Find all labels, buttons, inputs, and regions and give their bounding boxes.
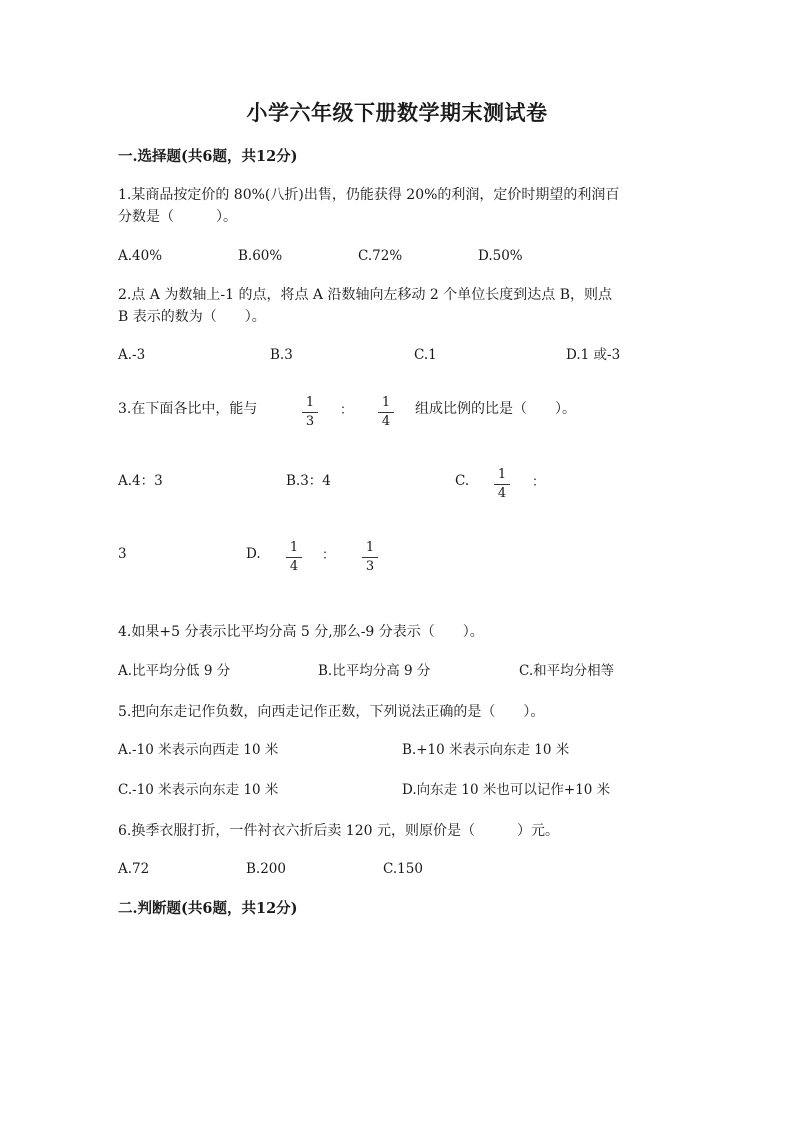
question-3-option-d-colon: ： — [322, 548, 336, 563]
fraction-numerator: 1 — [305, 395, 315, 410]
fraction-denominator: 4 — [289, 559, 299, 574]
question-3-suffix: 组成比例的比是（ ）。 — [415, 401, 576, 417]
question-3-option-d-label: D. — [246, 546, 261, 562]
question-2-line-1: 2.点 A 为数轴上-1 的点，将点 A 沿数轴向左移动 2 个单位长度到达点 B，则点 — [118, 287, 613, 303]
fraction-numerator: 1 — [365, 540, 375, 555]
fraction-denominator: 4 — [497, 486, 507, 501]
fraction-bar — [302, 412, 318, 413]
question-2-option-c: C.1 — [414, 347, 437, 363]
fraction-denominator: 3 — [365, 559, 375, 574]
question-5-option-c: C.-10 米表示向东走 10 米 — [118, 782, 279, 798]
question-1-option-b: B.60% — [238, 248, 283, 264]
question-3-option-a: A.4：3 — [118, 473, 163, 489]
question-3-option-d-fraction-1 — [286, 541, 302, 573]
question-6-option-a: A.72 — [118, 861, 150, 877]
question-1-option-d: D.50% — [478, 248, 523, 264]
question-4-line-1: 4.如果+5 分表示比平均分高 5 分,那么-9 分表示（ ）。 — [118, 624, 484, 640]
question-5-option-b: B.+10 米表示向东走 10 米 — [402, 742, 570, 758]
question-5-line-1: 5.把向东走记作负数，向西走记作正数，下列说法正确的是（ ）。 — [118, 704, 545, 720]
question-1-line-2: 分数是（ ）。 — [118, 209, 237, 225]
question-3-option-c-continued: 3 — [118, 546, 127, 562]
fraction-numerator: 1 — [381, 395, 391, 410]
fraction-bar — [378, 412, 394, 413]
question-4-option-a: A.比平均分低 9 分 — [118, 663, 231, 679]
section-heading-judgement: 二.判断题(共6题，共12分) — [118, 900, 298, 917]
question-3-option-d-fraction-2 — [362, 541, 378, 573]
question-1-option-a: A.40% — [118, 248, 163, 264]
question-2-line-2: B 表示的数为（ ）。 — [118, 309, 266, 325]
fraction-denominator: 3 — [305, 414, 315, 429]
question-3-fraction-1 — [302, 396, 318, 428]
question-3-fraction-2 — [378, 396, 394, 428]
question-6-option-b: B.200 — [246, 861, 286, 877]
question-3-option-b: B.3：4 — [286, 473, 331, 489]
page-title: 小学六年级下册数学期末测试卷 — [246, 100, 548, 125]
fraction-numerator: 1 — [289, 540, 299, 555]
question-1-line-1: 1.某商品按定价的 80%(八折)出售，仍能获得 20%的利润，定价时期望的利润百 — [118, 187, 620, 203]
question-6-option-c: C.150 — [383, 861, 423, 877]
fraction-numerator: 1 — [497, 467, 507, 482]
question-3-option-c-label: C. — [455, 473, 470, 489]
question-4-option-c: C.和平均分相等 — [519, 663, 615, 679]
question-2-option-b: B.3 — [270, 347, 293, 363]
question-3-prefix: 3.在下面各比中，能与 — [118, 401, 258, 417]
fraction-bar — [286, 557, 302, 558]
question-4-option-b: B.比平均分高 9 分 — [318, 663, 431, 679]
fraction-denominator: 4 — [381, 414, 391, 429]
question-2-option-d: D.1 或-3 — [566, 347, 621, 363]
question-1-option-c: C.72% — [358, 248, 403, 264]
question-3-option-c-colon: ： — [532, 475, 546, 490]
question-3-colon: ： — [340, 403, 354, 418]
fraction-bar — [494, 484, 510, 485]
question-2-option-a: A.-3 — [118, 347, 146, 363]
question-3-option-c-fraction — [494, 468, 510, 500]
question-6-line-1: 6.换季衣服打折，一件衬衣六折后卖 120 元，则原价是（ ）元。 — [118, 823, 559, 839]
question-5-option-d: D.向东走 10 米也可以记作+10 米 — [402, 782, 611, 798]
section-heading-choice: 一.选择题(共6题，共12分) — [118, 148, 298, 165]
fraction-bar — [362, 557, 378, 558]
question-5-option-a: A.-10 米表示向西走 10 米 — [118, 742, 279, 758]
